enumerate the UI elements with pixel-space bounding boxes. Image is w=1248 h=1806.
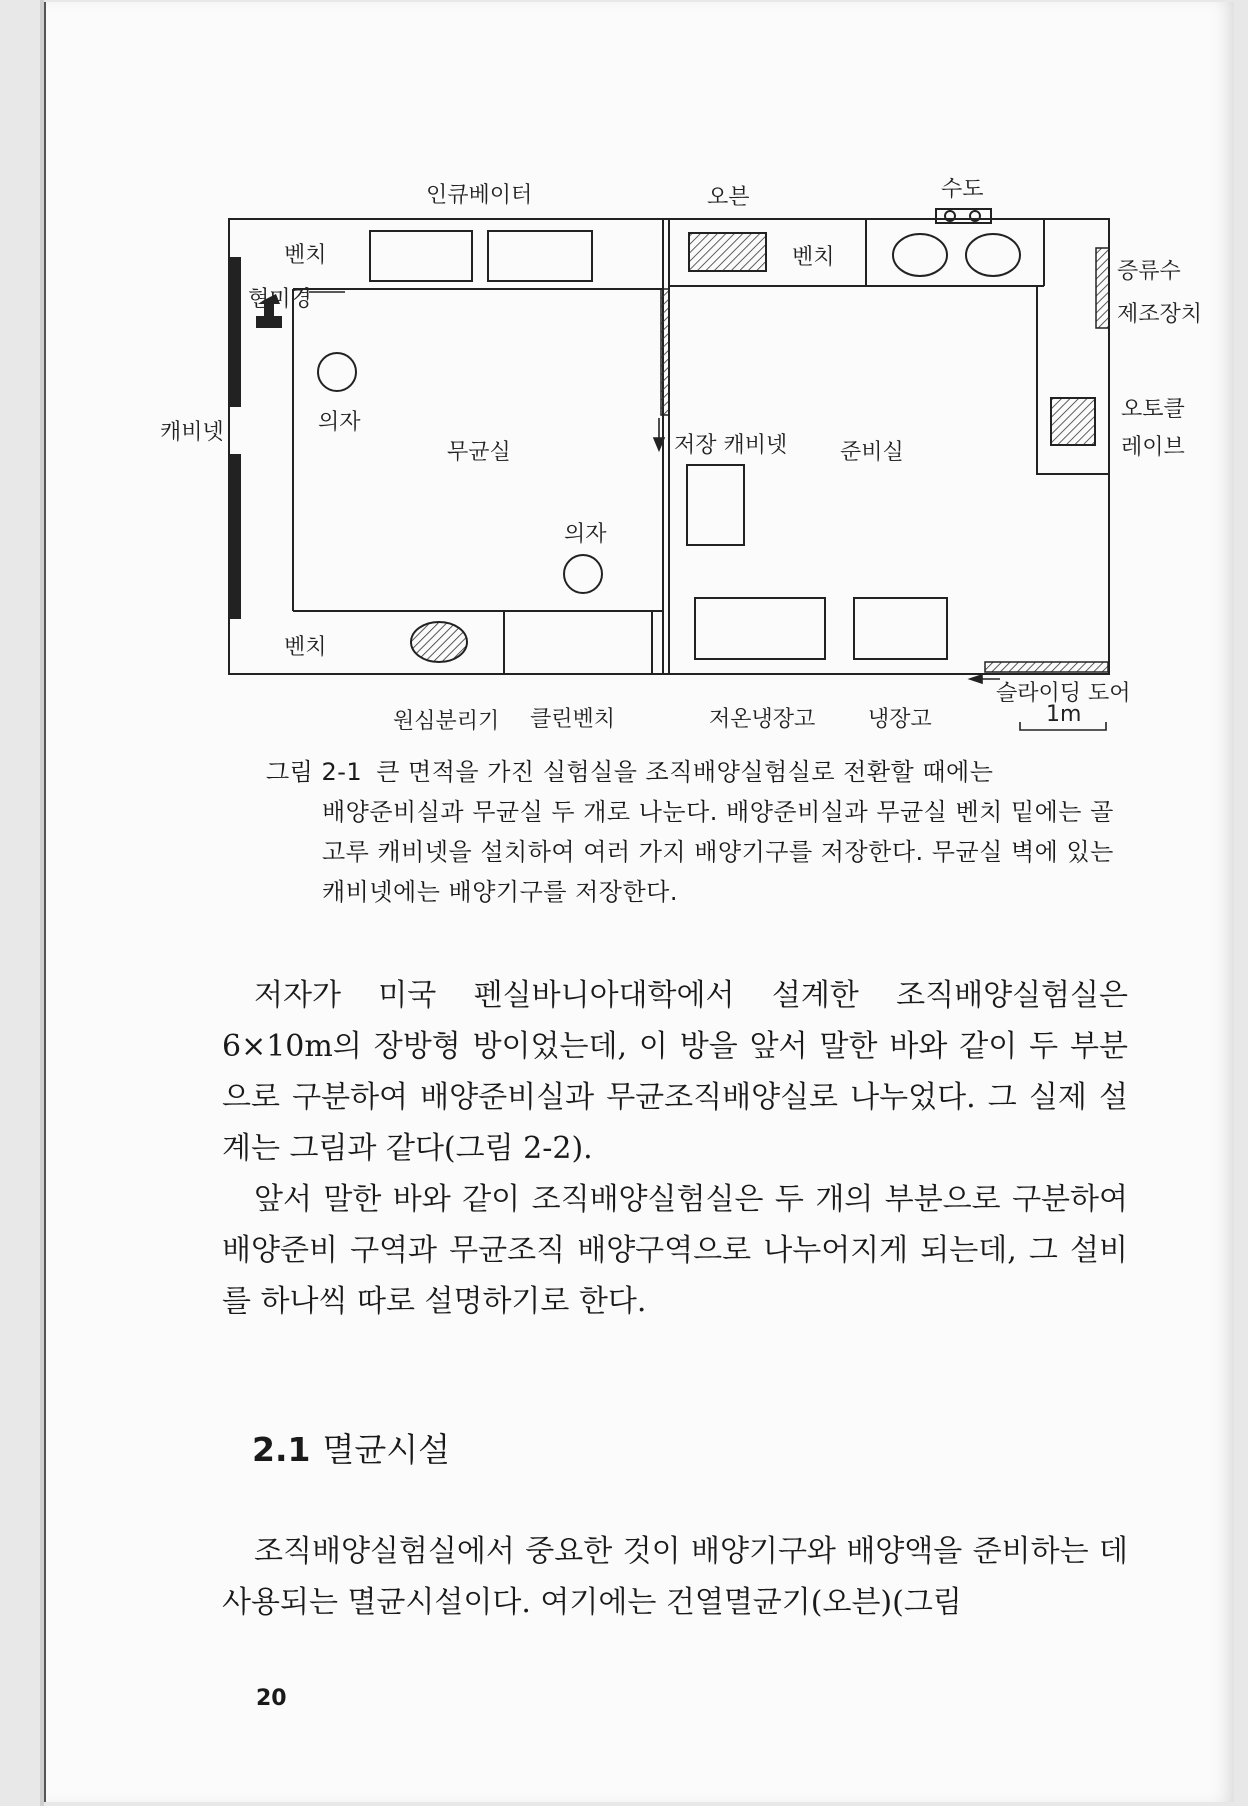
clean-bench <box>504 611 652 674</box>
sliding-door <box>985 662 1108 672</box>
label-faucet: 수도 <box>941 177 984 202</box>
refrigerator <box>854 598 947 659</box>
label-oven: 오븐 <box>707 185 750 210</box>
incubator-2 <box>488 231 592 281</box>
figure-caption <box>266 752 1132 912</box>
figure-number: 그림 2-1 <box>266 758 363 786</box>
label-bench-bottom: 벤치 <box>284 635 327 660</box>
label-distilled-water-1: 증류수 <box>1117 259 1181 284</box>
body-text <box>222 970 1128 1327</box>
label-distilled-water-2: 제조장치 <box>1117 302 1203 327</box>
centrifuge <box>411 622 467 662</box>
section-title: 멸균시설 <box>322 1430 450 1469</box>
oven <box>689 233 766 271</box>
sliding-door-arrowhead <box>970 675 982 683</box>
label-bench-top-right: 벤치 <box>792 245 835 270</box>
autoclave <box>1051 398 1095 445</box>
label-autoclave-1: 오토클 <box>1121 397 1185 422</box>
label-cabinet: 캐비넷 <box>160 420 224 445</box>
label-microscope: 현미경 <box>248 287 312 312</box>
label-clean-bench: 클린벤치 <box>530 707 616 732</box>
label-sterile-room: 무균실 <box>447 440 511 465</box>
paragraph-1: 저자가 미국 펜실바니아대학에서 설계한 조직배양실험실은 6×10m의 장방형 방이었는데, 이 방을 앞서 말한 바와 같이 두 부분으로 구분하여 배양준비실과 무균조직배양실로 나누었다. 그 실제 설계는 그림과 같다(그림 2-2). <box>222 978 1128 1166</box>
label-chair-1: 의자 <box>318 410 361 435</box>
paragraph-2: 앞서 말한 바와 같이 조직배양실험실은 두 개의 부분으로 구분하여 배양준비 구역과 무균조직 배양구역으로 나누어지게 되는데, 그 설비를 하나씩 따로 설명하기로 한다. <box>222 1182 1128 1319</box>
label-storage-cabinet: 저장 캐비넷 <box>674 433 788 458</box>
sink-2 <box>966 234 1020 276</box>
label-centrifuge: 원심분리기 <box>393 709 500 734</box>
label-chair-2: 의자 <box>564 522 607 547</box>
label-incubator: 인큐베이터 <box>426 183 533 208</box>
cabinet-wall-upper <box>229 257 241 407</box>
section-heading <box>252 1424 450 1471</box>
storage-cabinet <box>687 465 744 545</box>
label-autoclave-2: 레이브 <box>1121 435 1185 460</box>
sink-1 <box>893 234 947 276</box>
chair-1 <box>318 353 356 391</box>
label-sliding-door: 슬라이딩 도어 <box>996 681 1131 706</box>
section-paragraph: 조직배양실험실에서 중요한 것이 배양기구와 배양액을 준비하는 데 사용되는 멸균시설이다. 여기에는 건열멸균기(오븐)(그림 <box>222 1534 1128 1620</box>
distilled-water-unit <box>1096 248 1109 328</box>
incubator-1 <box>370 231 472 281</box>
label-refrigerator: 냉장고 <box>868 707 932 732</box>
partition-cabinet <box>661 289 669 415</box>
chair-2 <box>564 555 602 593</box>
section-number: 2.1 <box>252 1430 311 1469</box>
label-freezer: 저온냉장고 <box>709 707 816 732</box>
caption-continuation: 배양준비실과 무균실 두 개로 나눈다. 배양준비실과 무균실 벤치 밑에는 골고루 캐비넷을 설치하여 여러 가지 배양기구를 저장한다. 무균실 벽에 있는 캐비넷에는 배양기구를 저장한다. <box>322 798 1114 906</box>
cabinet-wall-lower <box>229 454 241 619</box>
label-bench-top-left: 벤치 <box>284 243 327 268</box>
caption-first-line: 큰 면적을 가진 실험실을 조직배양실험실로 전환할 때에는 <box>376 758 994 786</box>
section-body-text <box>222 1526 1128 1628</box>
freezer <box>695 598 825 659</box>
floor-plan-figure <box>0 0 1248 760</box>
label-prep-room: 준비실 <box>840 440 904 465</box>
label-scale: 1m <box>1046 702 1082 727</box>
page-number: 20 <box>256 1686 287 1711</box>
